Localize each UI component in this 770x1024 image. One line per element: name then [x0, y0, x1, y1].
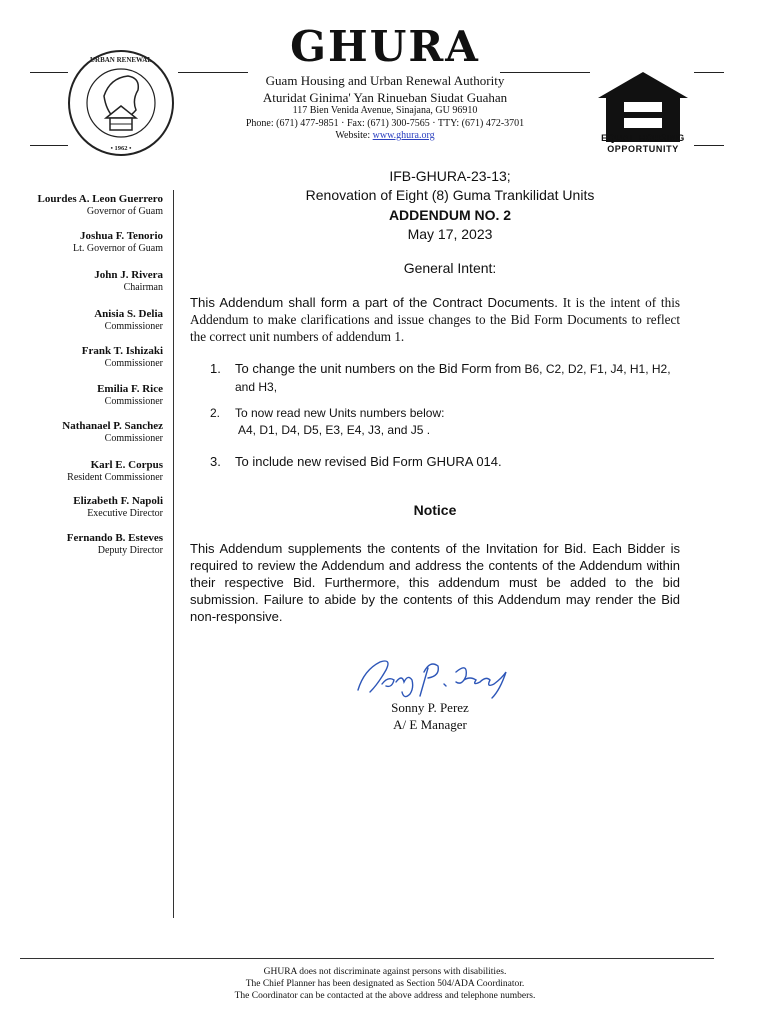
notice-paragraph: This Addendum supplements the contents of the Invitation for Bid. Each Bidder is required to review the Addendum and address the contents of the Addendum within their respective Bid. Furthermore, this addendum must be added to the bid submission. Failure to abide by the contents of this Addendum may render the Bid non-responsive. [190, 541, 680, 624]
header-rule-right-bottom [694, 145, 724, 146]
member-name: Elizabeth F. Napoli [73, 495, 163, 507]
sidebar-member [3, 308, 163, 333]
member-role: Commissioner [104, 321, 163, 332]
intent-para-lead: This Addendum shall form a part of the Contract Documents. [190, 295, 558, 310]
signer-name: Sonny P. Perez [391, 700, 469, 715]
intent-para-rest: It is the intent of this Addendum to make clarifications and issue changes to the Bid Form Documents to reflect the correct unit numbers of addendum 1. [190, 295, 680, 344]
member-name: Fernando B. Esteves [66, 532, 163, 544]
header-rule-left [30, 72, 68, 73]
sidebar-member [3, 495, 163, 520]
project-title: Renovation of Eight (8) Guma Trankilidat Units [305, 187, 595, 203]
list-text-detail: A4, D1, D4, D5, E3, E4, J3, and J5 . [238, 423, 431, 437]
sidebar-member [3, 269, 163, 294]
sidebar-member [3, 193, 163, 218]
member-name: Lourdes A. Leon Guerrero [37, 193, 163, 205]
footer-line-3: The Coordinator can be contacted at the above address and telephone numbers. [234, 991, 536, 1001]
member-name: Anisia S. Delia [94, 308, 163, 320]
list-number: 3. [210, 454, 221, 469]
sidebar-member [3, 383, 163, 408]
list-text: To now read new Units numbers below: [235, 406, 445, 420]
addendum-number: ADDENDUM NO. 2 [388, 207, 512, 223]
footer-line-2: The Chief Planner has been designated as Section 504/ADA Coordinator. [245, 979, 525, 989]
list-number: 1. [210, 361, 221, 376]
list-item [210, 405, 680, 441]
intent-heading: General Intent: [403, 260, 497, 276]
sidebar-member [3, 230, 163, 255]
member-role: Commissioner [104, 358, 163, 369]
sidebar-divider [173, 190, 174, 918]
eho-text-line1: EQUAL HOUSING [601, 133, 685, 143]
header-rule-right [694, 72, 724, 73]
intent-paragraph [190, 294, 680, 345]
org-name: Guam Housing and Urban Renewal Authority [265, 73, 505, 88]
svg-text:• 1962 •: • 1962 • [110, 145, 132, 152]
org-name-local: Aturidat Ginima' Yan Rinueban Siudat Guahan [262, 90, 508, 105]
org-address: 117 Bien Venida Avenue, Sinajana, GU 96910 [292, 105, 478, 116]
ifb-number: IFB-GHURA-23-13; [389, 168, 511, 184]
member-role: Chairman [123, 282, 163, 293]
member-name: Emilia F. Rice [97, 383, 163, 395]
eho-text-line2: OPPORTUNITY [607, 144, 679, 154]
sidebar-member [3, 420, 163, 445]
header-rule-left-bottom [30, 145, 68, 146]
member-name: Frank T. Ishizaki [81, 345, 163, 357]
member-role: Commissioner [104, 433, 163, 444]
list-text-detail: B6, C2, D2, F1, J4, H1, H2, and H3, [235, 362, 671, 394]
list-text: To change the unit numbers on the Bid Form from [235, 361, 522, 376]
member-name: Karl E. Corpus [90, 459, 163, 471]
website-link[interactable]: www.ghura.org [372, 130, 435, 141]
sidebar-member [3, 459, 163, 484]
footer-line-1: GHURA does not discriminate against persons with disabilities. [263, 967, 507, 977]
list-text: To include new revised Bid Form GHURA 014. [235, 454, 502, 469]
org-phone: Phone: (671) 477-9851 · Fax: (671) 300-7565 · TTY: (671) 472-3701 [245, 118, 525, 129]
svg-text:URBAN RENEWAL: URBAN RENEWAL [89, 56, 153, 64]
list-number: 2. [210, 406, 221, 420]
org-website-line [180, 130, 590, 141]
member-role: Commissioner [104, 396, 163, 407]
member-name: John J. Rivera [94, 269, 163, 281]
member-role: Executive Director [87, 508, 163, 519]
sidebar-member [3, 532, 163, 557]
list-item [210, 453, 680, 473]
member-role: Governor of Guam [86, 206, 163, 217]
member-name: Joshua F. Tenorio [79, 230, 163, 242]
member-role: Deputy Director [97, 545, 163, 556]
member-role: Resident Commissioner [67, 472, 163, 483]
addendum-date: May 17, 2023 [407, 226, 493, 242]
website-label: Website: [335, 130, 371, 141]
list-item [210, 360, 680, 396]
brand-wordmark: GHURA [290, 22, 480, 71]
member-role: Lt. Governor of Guam [73, 243, 163, 254]
footer-rule [20, 958, 714, 959]
notice-heading: Notice [413, 502, 457, 518]
signature-image [352, 650, 520, 702]
member-name: Nathanael P. Sanchez [62, 420, 163, 432]
signer-title: A/ E Manager [393, 717, 467, 732]
sidebar-member [3, 345, 163, 370]
